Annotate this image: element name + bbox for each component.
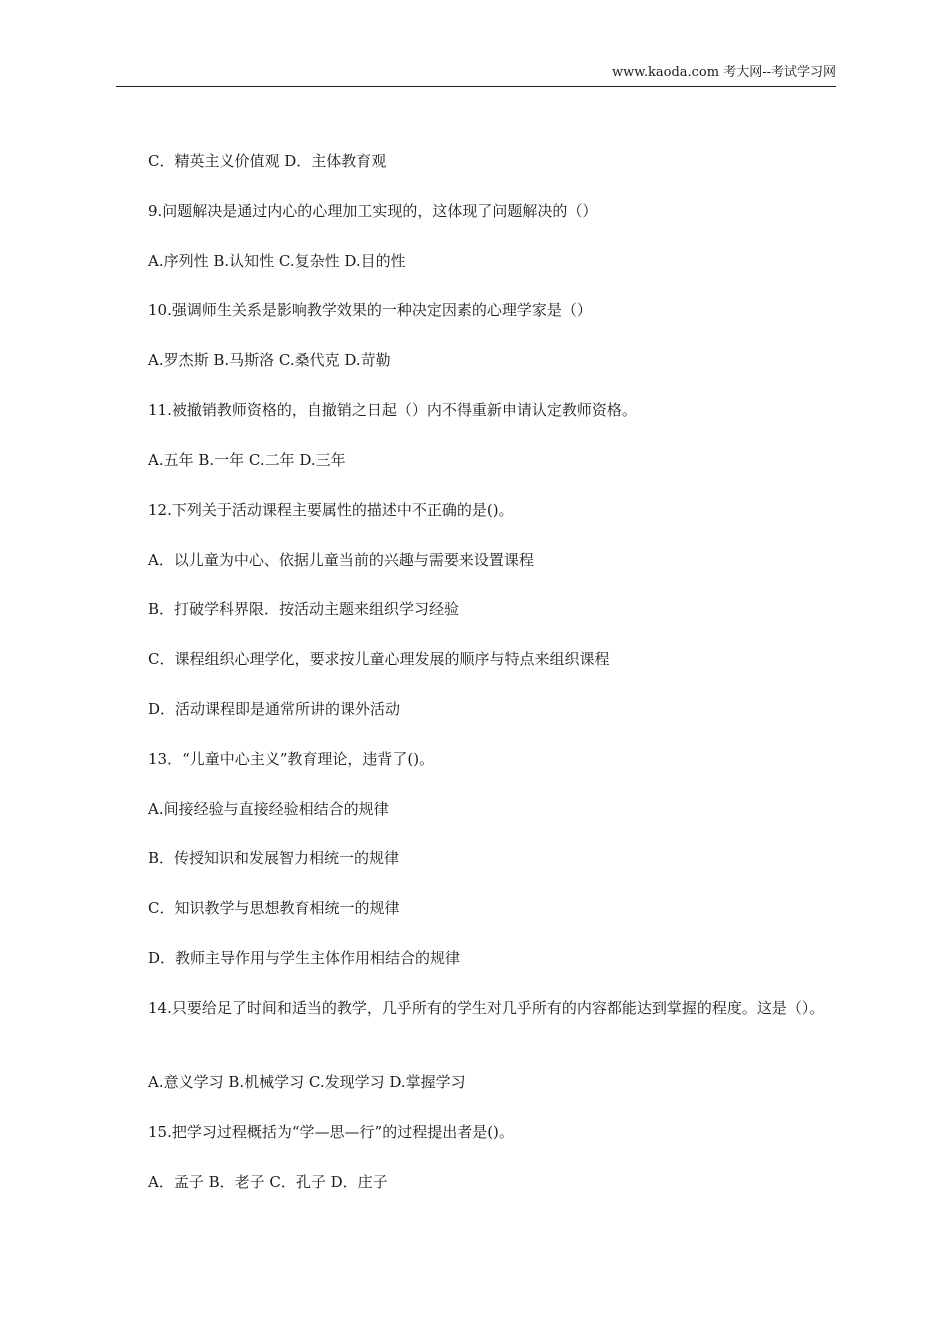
question-14: 14.只要给足了时间和适当的教学，几乎所有的学生对几乎所有的内容都能达到掌握的程度。这是（）。 — [148, 999, 825, 1017]
option-line: A.间接经验与直接经验相结合的规律 — [148, 800, 389, 818]
option-line: A.意义学习 B.机械学习 C.发现学习 D.掌握学习 — [148, 1073, 466, 1091]
question-10: 10.强调师生关系是影响教学效果的一种决定因素的心理学家是（） — [148, 301, 592, 319]
question-12: 12.下列关于活动课程主要属性的描述中不正确的是()。 — [148, 501, 514, 519]
option-line: A.序列性 B.认知性 C.复杂性 D.目的性 — [148, 252, 406, 270]
option-line: D．教师主导作用与学生主体作用相结合的规律 — [148, 949, 461, 967]
option-line: A.罗杰斯 B.马斯洛 C.桑代克 D.苛勒 — [148, 351, 391, 369]
option-line: A.五年 B.一年 C.二年 D.三年 — [148, 451, 346, 469]
option-line: C．知识教学与思想教育相统一的规律 — [148, 899, 400, 917]
question-13: 13．“儿童中心主义”教育理论，违背了()。 — [148, 750, 435, 768]
header-site-text: www.kaoda.com 考大网--考试学习网 — [612, 65, 836, 80]
option-line: C．精英主义价值观 D．主体教育观 — [148, 152, 387, 170]
option-line: B．传授知识和发展智力相统一的规律 — [148, 849, 400, 867]
option-line: B．打破学科界限．按活动主题来组织学习经验 — [148, 600, 460, 618]
question-9: 9.问题解决是通过内心的心理加工实现的，这体现了问题解决的（） — [148, 202, 598, 220]
option-line: A．孟子 B．老子 C．孔子 D．庄子 — [148, 1173, 388, 1191]
question-11: 11.被撤销教师资格的，自撤销之日起（）内不得重新申请认定教师资格。 — [148, 401, 637, 419]
option-line: A．以儿童为中心、依据儿童当前的兴趣与需要来设置课程 — [148, 551, 534, 569]
question-15: 15.把学习过程概括为“学—思—行”的过程提出者是()。 — [148, 1123, 514, 1141]
option-line: D．活动课程即是通常所讲的课外活动 — [148, 700, 401, 718]
option-line: C．课程组织心理学化，要求按儿童心理发展的顺序与特点来组织课程 — [148, 650, 610, 668]
page-header — [116, 66, 836, 87]
